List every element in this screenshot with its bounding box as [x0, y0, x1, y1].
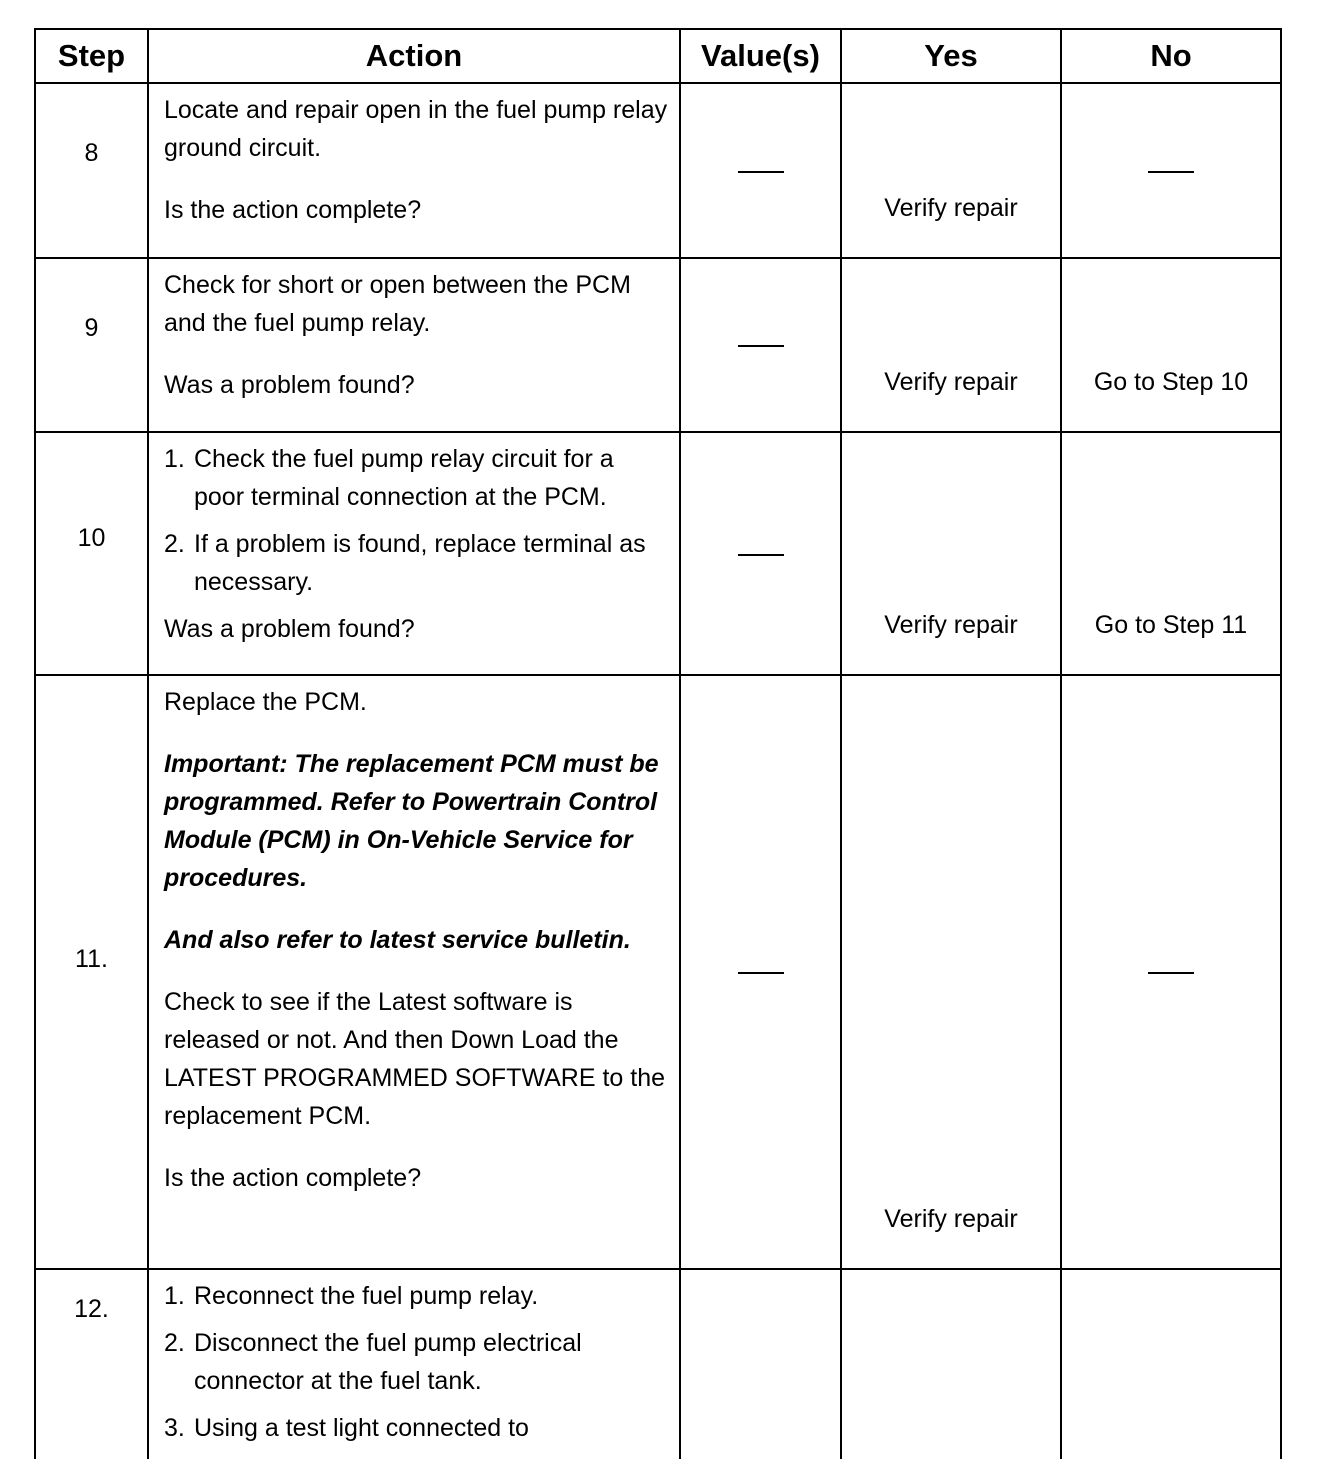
header-no: No	[1061, 29, 1281, 83]
list-item: 1. Reconnect the fuel pump relay.	[164, 1282, 539, 1310]
dash-mark	[738, 554, 784, 556]
yes-cell	[841, 1269, 1061, 1459]
action-text: Replace the PCM.	[164, 688, 367, 716]
no-cell: Go to Step 10	[1061, 258, 1281, 432]
values-cell	[680, 1269, 841, 1459]
no-cell	[1061, 675, 1281, 1269]
header-step: Step	[35, 29, 148, 83]
action-text: Check for short or open between the PCM and the fuel pump relay.	[164, 271, 631, 337]
header-values: Value(s)	[680, 29, 841, 83]
no-cell	[1061, 1269, 1281, 1459]
table-row-step-11	[35, 675, 1281, 1269]
list-item: 3. Using a test light connected to	[164, 1414, 529, 1442]
action-list	[164, 1277, 669, 1447]
action-list	[164, 440, 669, 601]
header-yes: Yes	[841, 29, 1061, 83]
dash-mark	[1148, 171, 1194, 173]
table-row-step-8	[35, 83, 1281, 258]
action-cell	[148, 83, 680, 258]
values-cell	[680, 258, 841, 432]
yes-cell: Verify repair	[841, 675, 1061, 1269]
important-note: Important: The replacement PCM must be programmed. Refer to Powertrain Control Module (PCM) in On-Vehicle Service for procedures.	[164, 750, 659, 892]
table-row-step-12	[35, 1269, 1281, 1459]
yes-cell: Verify repair	[841, 258, 1061, 432]
table-row-step-9	[35, 258, 1281, 432]
list-item: 1. Check the fuel pump relay circuit for a poor terminal connection at the PCM.	[164, 445, 614, 511]
action-question: Was a problem found?	[164, 371, 415, 399]
step-number: 10	[35, 432, 148, 675]
yes-cell: Verify repair	[841, 83, 1061, 258]
dash-mark	[1148, 972, 1194, 974]
diagnostic-table	[34, 28, 1282, 1459]
step-number: 11.	[35, 675, 148, 1269]
yes-cell: Verify repair	[841, 432, 1061, 675]
action-cell	[148, 1269, 680, 1459]
list-item: 2. Disconnect the fuel pump electrical connector at the fuel tank.	[164, 1329, 582, 1395]
software-note: Check to see if the Latest software is released or not. And then Down Load the LATEST PROGRAMMED SOFTWARE to the replacement PCM.	[164, 988, 666, 1130]
dash-mark	[738, 972, 784, 974]
action-question: Was a problem found?	[164, 615, 415, 643]
action-question: Is the action complete?	[164, 196, 422, 224]
action-text: Locate and repair open in the fuel pump relay ground circuit.	[164, 96, 668, 162]
values-cell	[680, 432, 841, 675]
list-item: 2. If a problem is found, replace terminal as necessary.	[164, 530, 646, 596]
dash-mark	[738, 171, 784, 173]
action-cell	[148, 432, 680, 675]
step-number: 9	[35, 258, 148, 432]
values-cell	[680, 675, 841, 1269]
step-number: 12.	[35, 1269, 148, 1459]
action-cell	[148, 675, 680, 1269]
action-cell	[148, 258, 680, 432]
dash-mark	[738, 345, 784, 347]
header-row	[35, 29, 1281, 83]
values-cell	[680, 83, 841, 258]
bulletin-note: And also refer to latest service bulletin.	[164, 926, 631, 954]
table-row-step-10	[35, 432, 1281, 675]
no-cell	[1061, 83, 1281, 258]
action-question: Is the action complete?	[164, 1164, 422, 1192]
no-cell: Go to Step 11	[1061, 432, 1281, 675]
header-action: Action	[148, 29, 680, 83]
step-number: 8	[35, 83, 148, 258]
